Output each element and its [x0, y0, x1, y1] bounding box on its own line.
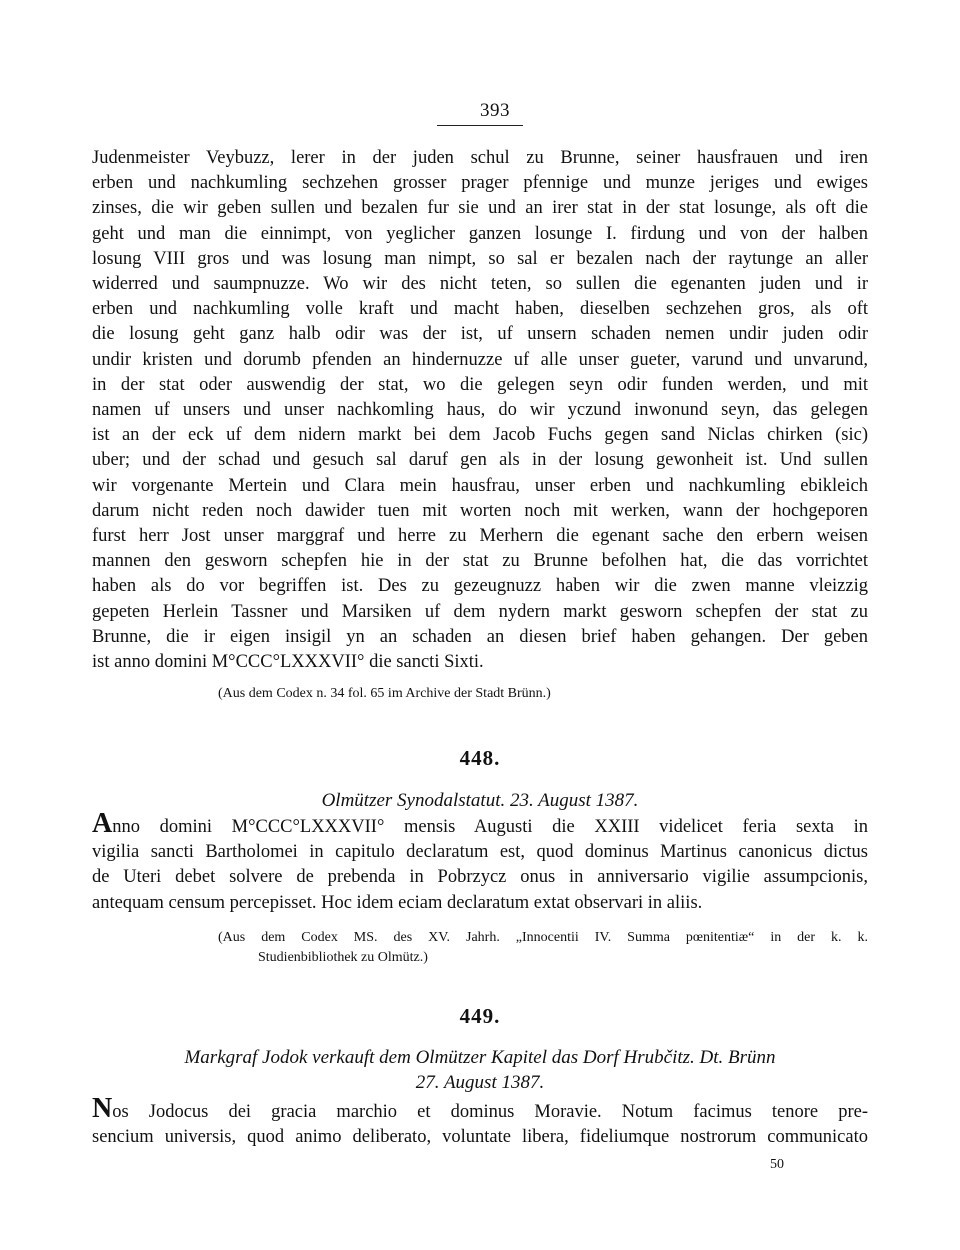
doc-448-source-line: (Aus dem Codex MS. des XV. Jahrh. „Innocentii IV. Summa pœnitentiæ“ in der k. k.: [218, 930, 868, 945]
text-line: haben als do vor begriffen ist. Des zu gezeugnuzz haben wir die zwen manne vleizzig: [92, 576, 868, 597]
text-line: de Uteri debet solvere de prebenda in Pobrzycz onus in anniversario vigilie assumpcionis,: [92, 867, 868, 888]
text-line: zinses, die wir geben sullen und bezalen fur sie und an irer stat in der stat losunge, als oft die: [92, 198, 868, 219]
page-number-rule: [437, 125, 523, 126]
page-number: 393: [480, 100, 510, 121]
doc-448-source-note: [218, 928, 868, 968]
continuation-text: [92, 146, 868, 675]
text-line: in der stat oder auswendig der stat, wo die gelegen seyn odir funden werden, und mit: [92, 374, 868, 395]
text-line: ist an der eck uf dem nidern markt bei dem Jacob Fuchs gegen sand Niclas chirken (sic): [92, 425, 868, 446]
doc-449-number: 449.: [459, 1004, 501, 1028]
initial-letter: N: [92, 1093, 113, 1124]
text-line: uber; und der schad und gesuch sal daruf gen als in der losung gewonheit ist. Und sullen: [92, 450, 868, 471]
text-line: Brunne, die ir eigen insigil yn an schaden an diesen brief haben gehangen. Der geben: [92, 626, 868, 647]
text-line: erben und nachkumling sechzehen grosser prager pfennige und munze jeriges und ewiges: [92, 173, 868, 194]
text-line: antequam censum percepisset. Hoc idem eciam declaratum extat observari in aliis.: [92, 892, 703, 913]
text-line: sencium universis, quod animo deliberato, voluntate libera, fideliumque nostrorum communicato: [92, 1127, 868, 1148]
text-line: [92, 808, 868, 840]
doc-449-text: [92, 1093, 868, 1150]
text-line: ist anno domini M°CCC°LXXXVII° die sancti Sixti.: [92, 652, 484, 673]
text-line: widerred und saumpnuzze. Wo wir des nicht teten, so sullen die egenanten juden und ir: [92, 274, 868, 295]
continuation-source-note: (Aus dem Codex n. 34 fol. 65 im Archive der Stadt Brünn.): [218, 686, 551, 701]
text-line: wir vorgenante Mertein und Clara mein hausfrau, unser erben und nachkumling ebikleich: [92, 475, 868, 496]
text-line: darum nicht reden noch dawider tuen mit worten noch mit werken, wann der hochgeporen: [92, 500, 868, 521]
text-line: furst herr Jost unser marggraf und herre zu Merhern die egenant sache den erbern weisen: [92, 526, 868, 547]
text-line: die losung geht ganz halb odir was der ist, uf unsern schaden nemen undir juden odir: [92, 324, 868, 345]
doc-449-title: [92, 1045, 868, 1095]
doc-448-title: Olmützer Synodalstatut. 23. August 1387.: [321, 790, 639, 811]
text-line: geht und man die einnimpt, von yeglicher ganzen losunge I. firdung und von der halben: [92, 223, 868, 244]
text-line: losung VIII gros und was losung man nimpt, so sal er bezalen nach der raytunge an aller: [92, 248, 868, 269]
text-line: vigilia sancti Bartholomei in capitulo declaratum est, quod dominus Martinus canonicus dictus: [92, 842, 868, 863]
signature-number: 50: [770, 1157, 784, 1172]
doc-448-source-line: Studienbibliothek zu Olmütz.): [258, 950, 428, 965]
doc-448-paragraph: [92, 808, 868, 916]
doc-449-paragraph: [92, 1093, 868, 1150]
text-line: [92, 1093, 868, 1125]
text-line: Judenmeister Veybuzz, lerer in der juden schul zu Brunne, seiner hausfrauen und iren: [92, 148, 868, 168]
text-line: gepeten Herlein Tassner und Marsiken uf dem nydern markt gesworn schepfen der stat zu: [92, 601, 868, 622]
text-line: undir kristen und dorumb pfenden an hindernuzze uf alle unser gueter, varund und unvarund,: [92, 349, 868, 370]
text-line-rest: os Jodocus dei gracia marchio et dominus Moravie. Notum facimus tenore pre-: [112, 1102, 868, 1122]
continuation-paragraph: [92, 146, 868, 675]
text-line: namen uf unsers und unser nachkomling haus, do wir yczund inwonund seyn, das gelegen: [92, 400, 868, 421]
initial-letter: A: [92, 808, 113, 839]
text-line: erben und nachkumling volle kraft und macht haben, dieselben sechzehen gros, als oft: [92, 299, 868, 320]
doc-448-number: 448.: [459, 746, 501, 770]
doc-449-title-line: 27. August 1387.: [415, 1072, 545, 1093]
doc-448-text: [92, 808, 868, 916]
text-line: mannen den gesworn schepfen hie in der stat zu Brunne befolhen hat, die das vorrichtet: [92, 551, 868, 572]
doc-449-title-line: Markgraf Jodok verkauft dem Olmützer Kapitel das Dorf Hrubčitz. Dt. Brünn: [184, 1047, 776, 1068]
text-line-rest: nno domini M°CCC°LXXXVII° mensis Augusti die XXIII videlicet feria sexta in: [112, 817, 868, 837]
